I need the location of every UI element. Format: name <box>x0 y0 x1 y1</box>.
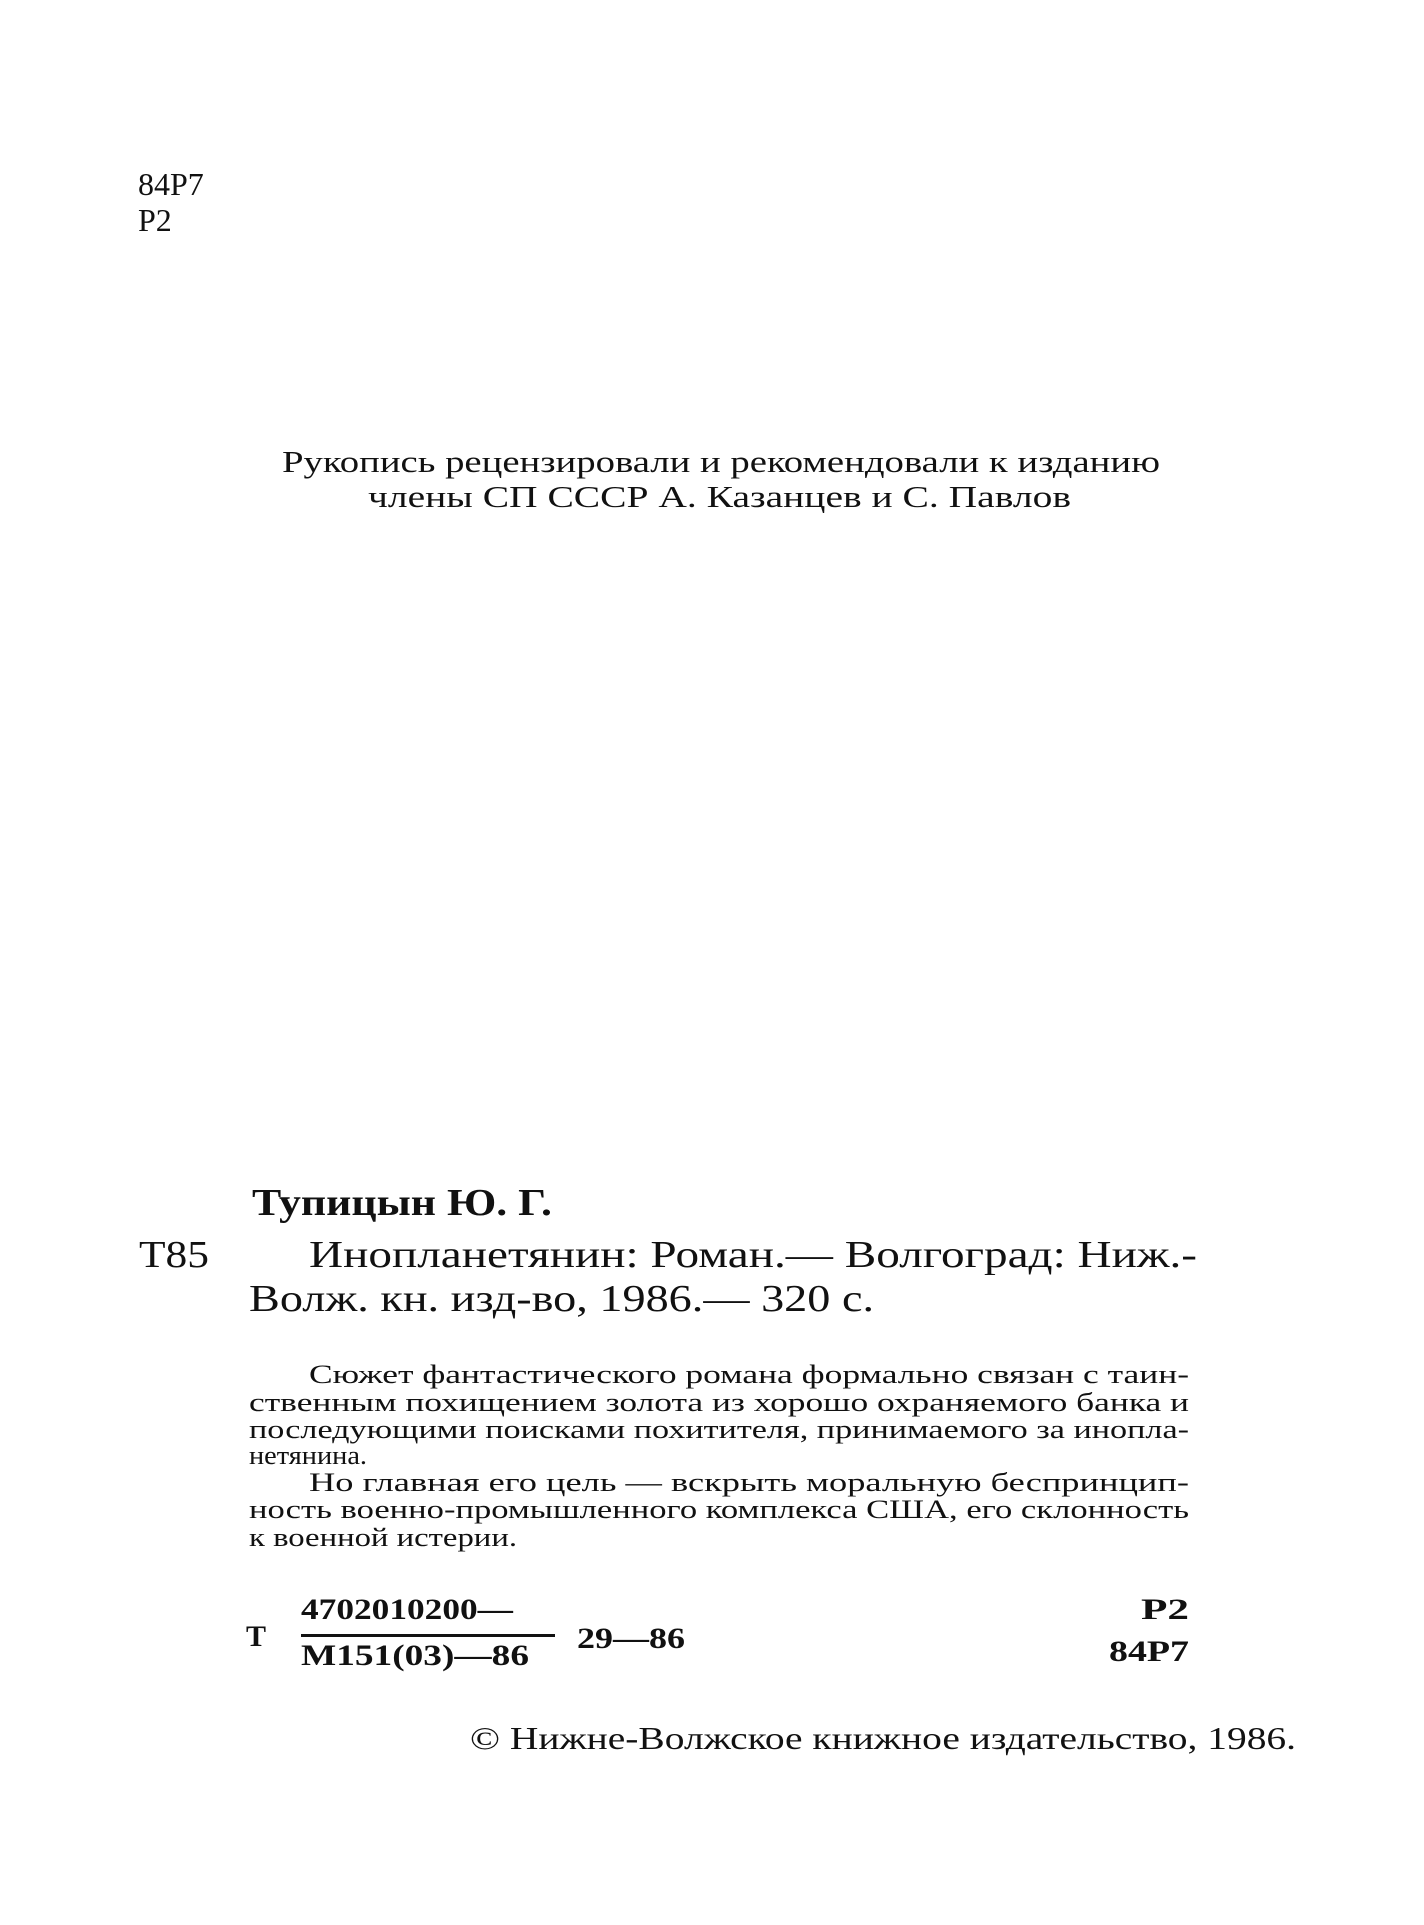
bib-line: Волж. кн. изд-во, 1986.— 320 с. <box>249 1278 875 1320</box>
index-right-code: 84Р7 <box>1109 1635 1189 1668</box>
author-mark: Т85 <box>139 1234 209 1276</box>
abstract-line: к военной истерии. <box>249 1523 517 1552</box>
copyright-line: © Нижне-Волжское книжное издательство, 1986. <box>470 1720 1296 1756</box>
index-code: 29—86 <box>577 1622 685 1655</box>
reviewers-line: члены СП СССР А. Казанцев и С. Павлов <box>368 479 1071 514</box>
bib-line: Инопланетянин: Роман.— Волгоград: Ниж.- <box>309 1234 1197 1276</box>
index-denominator: М151(03)—86 <box>301 1639 529 1672</box>
fraction-rule <box>301 1634 555 1637</box>
abstract-line: ственным похищением золота из хорошо охраняемого банка и <box>249 1388 1189 1417</box>
index-right-code: Р2 <box>1141 1593 1189 1626</box>
author-name: Тупицын Ю. Г. <box>252 1182 552 1224</box>
abstract-line: Сюжет фантастического романа формально связан с таин- <box>309 1360 1189 1389</box>
abstract-line: Но главная его цель — вскрыть моральную беспринцип- <box>309 1468 1189 1497</box>
abstract-line: последующими поисками похитителя, принимаемого за инопла- <box>249 1415 1189 1444</box>
classification-code: Р2 <box>138 202 172 238</box>
reviewers-line: Рукопись рецензировали и рекомендовали к изданию <box>282 444 1160 479</box>
index-letter: Т <box>246 1620 267 1653</box>
classification-code: 84Р7 <box>138 166 204 202</box>
abstract-line: ность военно-промышленного комплекса США, его склонность <box>249 1495 1189 1524</box>
abstract-line: нетянина. <box>249 1441 367 1470</box>
index-numerator: 4702010200— <box>301 1593 513 1626</box>
